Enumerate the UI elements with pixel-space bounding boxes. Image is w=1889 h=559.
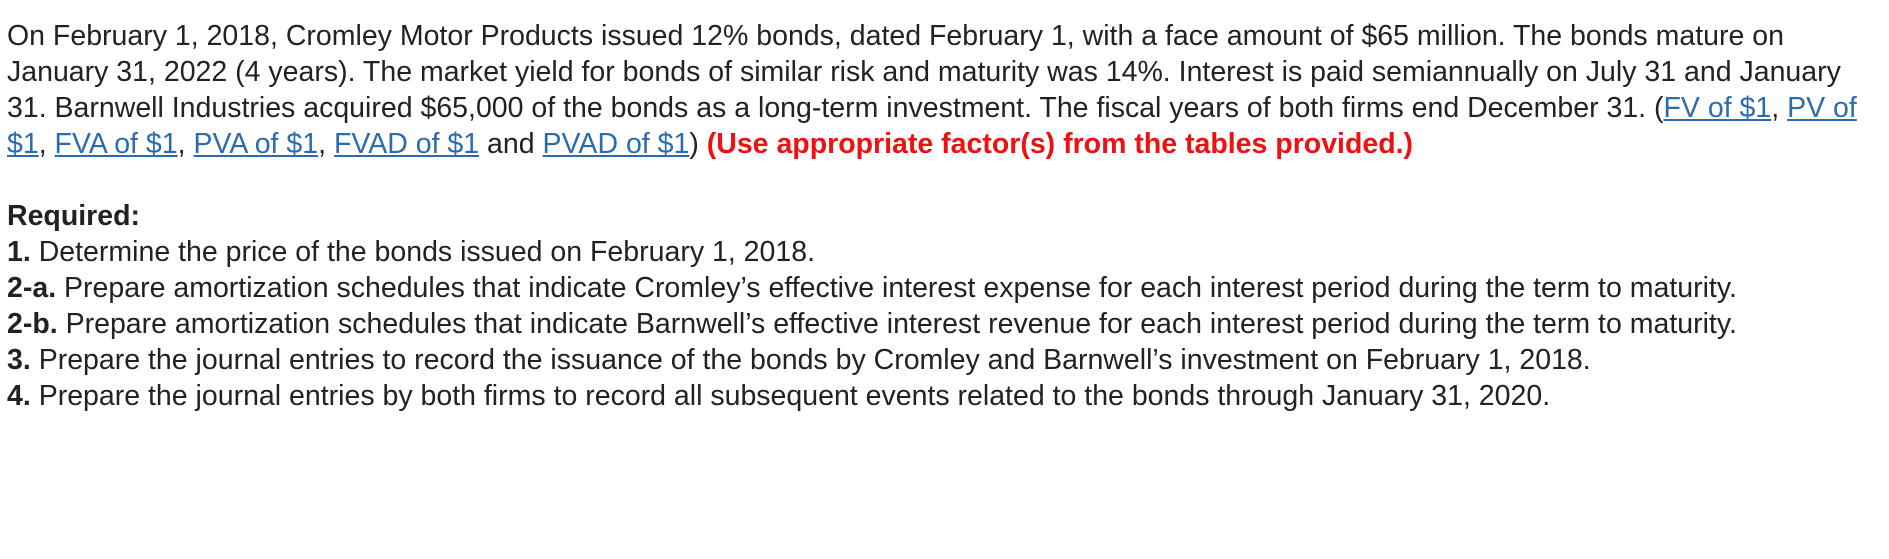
required-section — [7, 198, 1877, 414]
close-paren: ) — [689, 128, 699, 160]
requirement-2b — [7, 306, 1877, 342]
link-fvad-of-1[interactable]: FVAD of $1 — [333, 128, 480, 160]
factor-instruction: (Use appropriate factor(s) from the tables provided.) — [698, 128, 1414, 160]
requirement-number: 2-a. — [7, 272, 57, 304]
requirement-number: 2-b. — [7, 308, 58, 340]
link-fva-of-1[interactable]: FVA of $1 — [54, 128, 178, 160]
requirement-4 — [7, 378, 1877, 414]
requirement-text: Determine the price of the bonds issued on February 1, 2018. — [30, 236, 815, 268]
requirement-number: 1. — [7, 236, 31, 268]
requirement-1 — [7, 234, 1877, 270]
link-separator: , — [177, 128, 194, 160]
requirement-2a — [7, 270, 1877, 306]
requirement-text: Prepare the journal entries to record the issuance of the bonds by Cromley and Barnwell’s investment on February 1, 2018. — [30, 344, 1591, 376]
requirement-text: Prepare the journal entries by both firms to record all subsequent events related to the bonds through January 31, 2020. — [30, 380, 1551, 412]
link-fv-of-1[interactable]: FV of $1 — [1663, 92, 1772, 124]
link-pva-of-1[interactable]: PVA of $1 — [193, 128, 319, 160]
link-separator: , — [1771, 92, 1788, 124]
requirement-3 — [7, 342, 1877, 378]
link-pvad-of-1[interactable]: PVAD of $1 — [542, 128, 690, 160]
problem-text: On February 1, 2018, Cromley Motor Products issued 12% bonds, dated February 1, with a face amount of $65 million. The bonds mature on January 31, 2022 (4 years). The market yield for bonds of similar risk and maturity was 14%. Interest is paid semiannually on July 31 and January 31. Barnwell Industries acquired $65,000 of the bonds as a long-term investment. The fiscal years of both firms end December 31. ( — [7, 20, 1841, 124]
requirement-number: 4. — [7, 380, 31, 412]
link-separator: , — [38, 128, 55, 160]
requirement-number: 3. — [7, 344, 31, 376]
link-and-word: and — [479, 128, 543, 160]
link-separator: , — [318, 128, 334, 160]
link-pv-of-1[interactable]: PV of $1 — [7, 92, 1857, 160]
required-heading: Required: — [7, 200, 141, 232]
requirement-text: Prepare amortization schedules that indicate Barnwell’s effective interest revenue for each interest period during the term to maturity. — [57, 308, 1737, 340]
problem-statement — [7, 18, 1877, 162]
requirement-text: Prepare amortization schedules that indicate Cromley’s effective interest expense for each interest period during the term to maturity. — [56, 272, 1737, 304]
